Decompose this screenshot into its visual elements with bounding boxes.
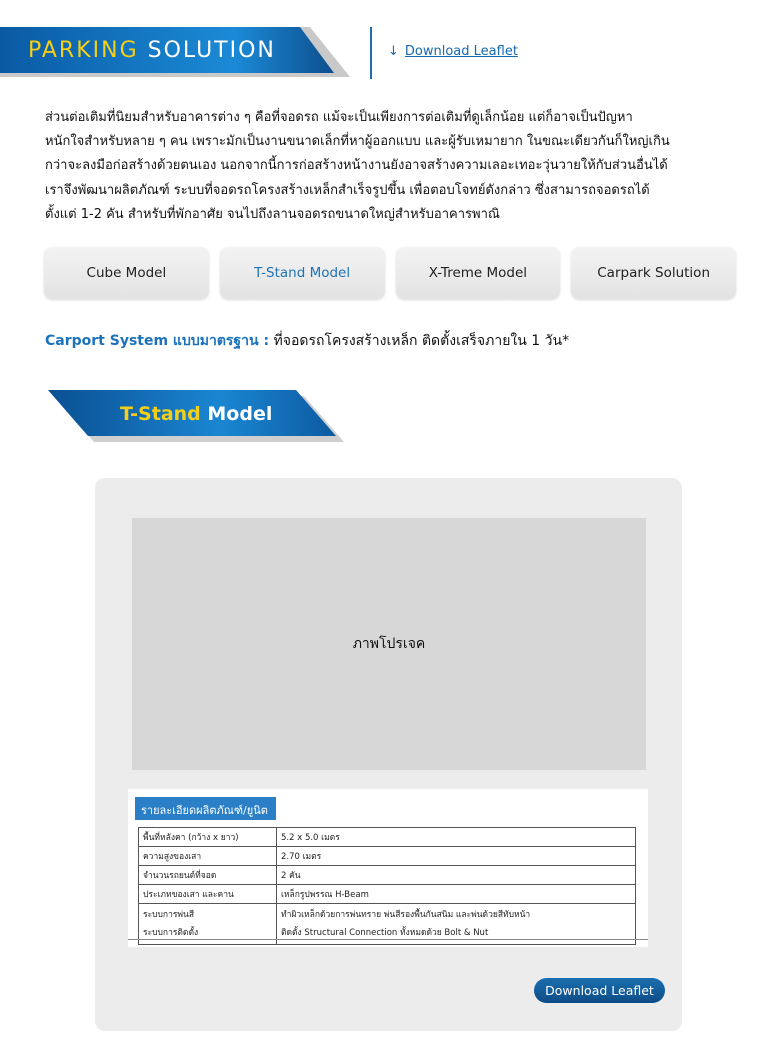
spec-header: รายละเอียดผลิตภัณฑ์/ยูนิต bbox=[135, 797, 276, 820]
intro-line: หนักใจสำหรับหลาย ๆ คน เพราะมักเป็นงานขนาดเล็กที่หาผู้ออกแบบ และผู้รับเหมายาก ในขณะเดียวกันก็ใหญ่เกิน bbox=[45, 134, 670, 150]
spec-value-paint: ทำผิวเหล็กด้วยการพ่นทราย พ่นสีรองพื้นกันสนิม และพ่นด้วยสีทับหน้า bbox=[281, 910, 531, 920]
title-rest: SOLUTION bbox=[147, 38, 276, 63]
spec-divider bbox=[128, 939, 648, 940]
spec-key-paint: ระบบการพ่นสี bbox=[143, 910, 195, 920]
spec-table bbox=[138, 827, 636, 945]
intro-line: เราจึงพัฒนาผลิตภัณฑ์ ระบบที่จอดรถโครงสร้างเหล็กสำเร็จรูปขึ้น เพื่อตอบโจทย์ดังกล่าว ซึ่งสามารถจอดรถได้ bbox=[45, 182, 650, 198]
header-banner bbox=[0, 27, 350, 77]
intro-line: ส่วนต่อเติมที่นิยมสำหรับอาคารต่าง ๆ คือที่จอดรถ แม้จะเป็นเพียงการต่อเติมที่ดูเล็กน้อย แต่ก็อาจเป็นปัญหา bbox=[45, 110, 633, 125]
subtitle-rest: ที่จอดรถโครงสร้างเหล็ก ติดตั้งเสร็จภายใน 1 วัน* bbox=[269, 333, 570, 349]
tab-x-treme-model[interactable]: X-Treme Model bbox=[396, 247, 561, 299]
spec-value: 5.2 x 5.0 เมตร bbox=[277, 828, 636, 847]
intro-line: กว่าจะลงมือก่อสร้างด้วยตนเอง นอกจากนี้การก่อสร้างหน้างานยังอาจสร้างความเลอะเทอะวุ่นวายให้กับส่วนอื่นได้ bbox=[45, 158, 668, 174]
section-subtitle bbox=[45, 330, 569, 352]
intro-paragraph bbox=[45, 106, 735, 227]
spec-value: 2 คัน bbox=[277, 866, 636, 885]
table-row bbox=[139, 885, 636, 904]
spec-value: เหล็กรูปพรรณ H-Beam bbox=[277, 885, 636, 904]
spec-key-install: ระบบการติดตั้ง bbox=[143, 928, 199, 938]
page-title bbox=[28, 38, 276, 63]
tab-carpark-solution[interactable]: Carpark Solution bbox=[571, 247, 736, 299]
model-title-accent: T-Stand bbox=[120, 403, 201, 425]
tab-t-stand-model[interactable]: T-Stand Model bbox=[220, 247, 385, 299]
tab-cube-model[interactable]: Cube Model bbox=[44, 247, 209, 299]
title-accent: PARKING bbox=[28, 38, 139, 63]
model-ribbon bbox=[48, 390, 344, 442]
intro-line: ตั้งแต่ 1-2 คัน สำหรับที่พักอาศัย จนไปถึงลานจอดรถขนาดใหญ่สำหรับอาคารพาณิ bbox=[45, 206, 500, 222]
model-title-rest: Model bbox=[200, 403, 273, 425]
table-row bbox=[139, 847, 636, 866]
header-divider bbox=[370, 27, 372, 79]
model-tabs bbox=[44, 247, 736, 299]
spec-key: จำนวนรถยนต์ที่จอด bbox=[139, 866, 277, 885]
table-row bbox=[139, 866, 636, 885]
spec-value: 2.70 เมตร bbox=[277, 847, 636, 866]
spec-key: ความสูงของเสา bbox=[139, 847, 277, 866]
image-placeholder-label: ภาพโปรเจค bbox=[352, 636, 426, 652]
download-leaflet-label: Download Leaflet bbox=[404, 44, 518, 59]
model-title bbox=[120, 403, 272, 425]
table-row bbox=[139, 828, 636, 847]
download-leaflet-button[interactable]: Download Leaflet bbox=[534, 978, 665, 1003]
spec-value-install: ติดตั้ง Structural Connection ทั้งหมดด้วย Bolt & Nut bbox=[281, 928, 489, 938]
project-image bbox=[132, 518, 646, 770]
spec-sheet bbox=[128, 789, 648, 947]
spec-key: พื้นที่หลังคา (กว้าง x ยาว) bbox=[139, 828, 277, 847]
arrow-down-icon: ↓ bbox=[388, 44, 399, 59]
product-card bbox=[95, 478, 682, 1031]
download-leaflet-link[interactable] bbox=[388, 44, 518, 59]
subtitle-lead: Carport System แบบมาตรฐาน : bbox=[45, 333, 270, 349]
spec-key: ประเภทของเสา และคาน bbox=[139, 885, 277, 904]
